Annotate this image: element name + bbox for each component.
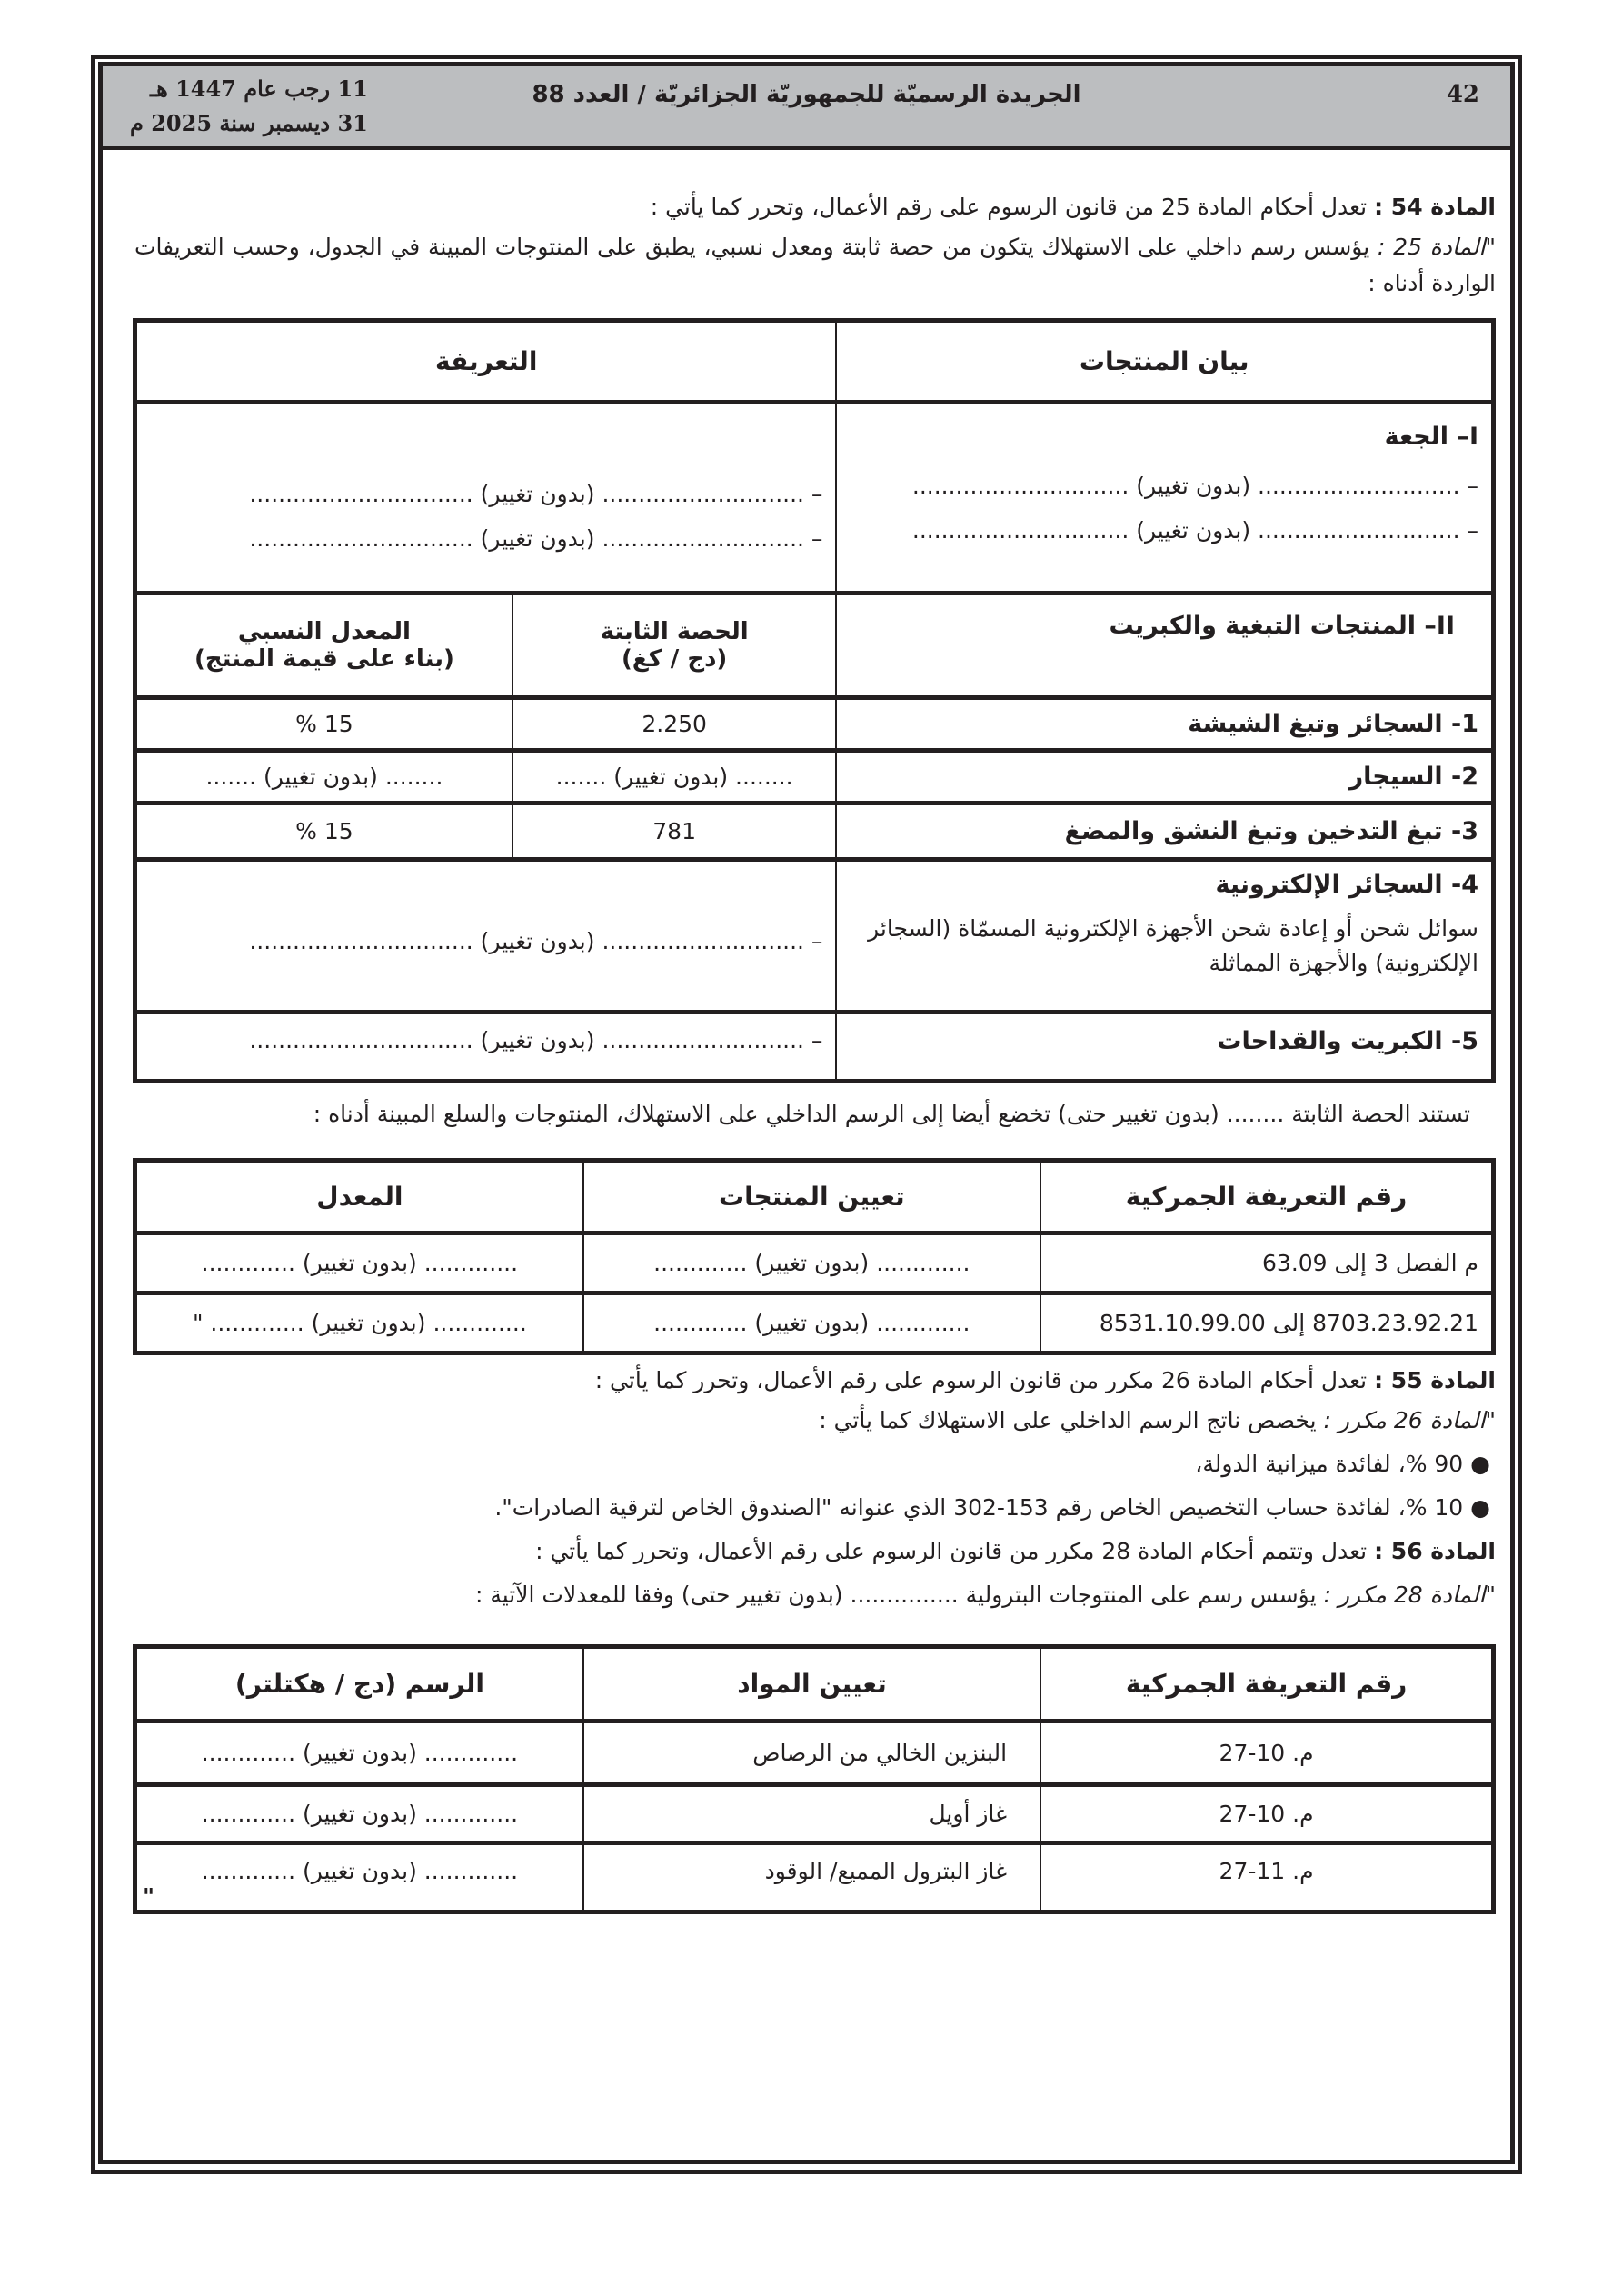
table-row (135, 1233, 1494, 1293)
material-designation: غاز أويل (583, 1785, 1040, 1843)
tax-value: ............. (بدون تغيير) ............. (201, 1858, 519, 1884)
article-56-text: تعدل وتتمم أحكام المادة 28 مكرر من قانون الرسوم على رقم الأعمال، وتحرر كما يأتي : (535, 1538, 1375, 1564)
fixed-share-value: ........ (بدون تغيير) ....... (512, 751, 837, 804)
matches-title: 5- الكبريت والقداحات (836, 1013, 1493, 1082)
beer-tariff-2: – ............................ (بدون تغيير) ............................... (249, 525, 823, 552)
product-designation: ............. (بدون تغيير) ............. (583, 1233, 1040, 1293)
header-rate: المعدل (135, 1161, 583, 1233)
page-number: 42 (1446, 81, 1479, 108)
article-28bis-label: "المادة 28 مكرر : (1323, 1582, 1496, 1608)
relative-rate-unit: (بناء على قيمة المنتج) (194, 645, 454, 673)
e-cigarettes-tariff: – ............................ (بدون تغيير) ............................... (135, 860, 837, 1013)
article-54-text: تعدل أحكام المادة 25 من قانون الرسوم على رقم الأعمال، وتحرر كما يأتي : (650, 194, 1375, 220)
customs-number: م. 10-27 (1040, 1722, 1493, 1785)
relative-rate-value: 15 % (135, 698, 512, 751)
fixed-share-unit: (دج / كغ) (621, 645, 728, 673)
beer-product-2: – ............................ (بدون تغيير) .............................. (911, 517, 1478, 544)
table-row (135, 1785, 1494, 1843)
article-56-quote (134, 1577, 1496, 1613)
table-row (135, 1013, 1494, 1082)
relative-rate-label: المعدل النسبي (237, 618, 411, 645)
matches-tariff: – ............................ (بدون تغيير) ............................... (135, 1013, 837, 1082)
issue-date (130, 72, 368, 141)
relative-rate-value: 15 % (135, 804, 512, 860)
e-cigarettes-cell (836, 860, 1493, 1013)
table-row (135, 1722, 1494, 1785)
header-customs-number: رقم التعريفة الجمركية (1040, 1161, 1494, 1233)
beer-tariff-cell (135, 403, 837, 594)
customs-number: 8703.23.92.21 إلى 8531.10.99.00 (1040, 1293, 1494, 1353)
rate-value: ............. (بدون تغيير) ............. " (135, 1293, 583, 1353)
fixed-share-value: 781 (512, 804, 837, 860)
customs-number: م الفصل 3 إلى 63.09 (1040, 1233, 1494, 1293)
page-content (134, 182, 1496, 1914)
article-55-quote (134, 1403, 1496, 1439)
bullet-item (134, 1490, 1496, 1526)
header-customs-number: رقم التعريفة الجمركية (1040, 1647, 1493, 1722)
bullet-item (134, 1446, 1496, 1482)
material-designation: غاز البترول المميع/ الوقود (583, 1843, 1040, 1912)
product-name: 3- تبغ التدخين وتبغ النشق والمضغ (836, 804, 1493, 860)
e-cigarettes-desc: سوائل شحن أو إعادة شحن الأجهزة الإلكترونية المسمّاة (السجائر الإلكترونية) والأجهزة المماثلة (868, 915, 1478, 976)
article-26bis-text: يخصص ناتج الرسم الداخلي على الاستهلاك كما يأتي : (819, 1407, 1324, 1433)
paragraph-fixed-share: تستند الحصة الثابتة ........ (بدون تغيير حتى) تخضع أيضا إلى الرسم الداخلي على الاستهلاك، المنتوجات والسلع المبينة أدناه : (313, 1101, 1470, 1127)
table-row (135, 751, 1494, 804)
customs-number: م. 11-27 (1040, 1843, 1493, 1912)
header-relative-rate (135, 594, 512, 698)
relative-rate-value: ........ (بدون تغيير) ....... (135, 751, 512, 804)
article-55-text: تعدل أحكام المادة 26 مكرر من قانون الرسوم على رقم الأعمال، وتحرر كما يأتي : (594, 1367, 1375, 1393)
table-row (135, 860, 1494, 1013)
header-material-designation: تعيين المواد (583, 1647, 1040, 1722)
article-28bis-text: يؤسس رسم على المنتوجات البترولية ............... (بدون تغيير حتى) وفقا للمعدلات الآتية : (474, 1582, 1324, 1608)
header-product-designation: تعيين المنتجات (583, 1161, 1040, 1233)
article-54-quote (134, 229, 1496, 302)
beer-product-1: – ............................ (بدون تغيير) .............................. (911, 473, 1478, 499)
bullet-text: 10 %، لفائدة حساب التخصيص الخاص رقم 153-302 الذي عنوانه "الصندوق الخاص لترقية الصادرات". (494, 1494, 1464, 1521)
beer-tariff-1: – ............................ (بدون تغيير) ............................... (249, 481, 823, 507)
article-54-label: المادة 54 : (1374, 194, 1496, 220)
gazette-title: الجريدة الرسميّة للجمهوريّة الجزائريّة / العدد 88 (532, 81, 1081, 108)
article-56-label: المادة 56 : (1374, 1538, 1496, 1564)
header-fixed-share (512, 594, 837, 698)
article-55 (134, 1363, 1496, 1399)
header-tariff: التعريفة (135, 321, 837, 403)
table-consumption-tax (133, 318, 1496, 1083)
table-row (135, 1293, 1494, 1353)
table-petroleum-products (133, 1644, 1496, 1914)
page-header (103, 66, 1510, 150)
article-25-label: "المادة 25 : (1377, 234, 1497, 260)
bullet-icon: ● (1470, 1451, 1490, 1477)
article-56 (134, 1533, 1496, 1570)
bullet-text: 90 %، لفائدة ميزانية الدولة، (1195, 1451, 1464, 1477)
tax-value: ............. (بدون تغيير) ............. (135, 1785, 583, 1843)
article-55-label: المادة 55 : (1374, 1367, 1496, 1393)
date-hijri: 11 رجب عام 1447 هـ (150, 75, 368, 102)
rate-value: ............. (بدون تغيير) ............. (135, 1233, 583, 1293)
header-products: بيان المنتجات (836, 321, 1493, 403)
tax-value: ............. (بدون تغيير) ............. (135, 1722, 583, 1785)
section-beer (836, 403, 1493, 594)
customs-number: م. 10-27 (1040, 1785, 1493, 1843)
tax-value-cell (135, 1843, 583, 1912)
date-gregorian: 31 ديسمبر سنة 2025 م (130, 110, 368, 136)
table-row (135, 698, 1494, 751)
fixed-share-value: 2.250 (512, 698, 837, 751)
bullet-icon: ● (1470, 1494, 1490, 1521)
product-name: 1- السجائر وتبغ الشيشة (836, 698, 1493, 751)
product-designation: ............. (بدون تغيير) ............. (583, 1293, 1040, 1353)
table-row (135, 804, 1494, 860)
section-tobacco-title: II– المنتجات التبغية والكبريت (836, 594, 1493, 698)
e-cigarettes-title: 4- السجائر الإلكترونية (1215, 871, 1478, 899)
closing-quote: " (143, 1883, 155, 1910)
table-customs-products (133, 1158, 1496, 1355)
fixed-share-label: الحصة الثابتة (600, 618, 749, 645)
product-name: 2- السيجار (836, 751, 1493, 804)
article-26bis-label: "المادة 26 مكرر : (1323, 1407, 1496, 1433)
article-54 (134, 189, 1496, 225)
material-designation: البنزين الخالي من الرصاص (583, 1722, 1040, 1785)
header-tax-rate: الرسم (دج / هكتلتر) (135, 1647, 583, 1722)
article-25-text: يؤسس رسم داخلي على الاستهلاك يتكون من حصة ثابتة ومعدل نسبي، يطبق على المنتوجات المبينة في الجدول، وحسب التعريفات الواردة أدناه : (134, 234, 1496, 296)
section-beer-title: I– الجعة (1384, 423, 1478, 451)
table-row (135, 1843, 1494, 1912)
